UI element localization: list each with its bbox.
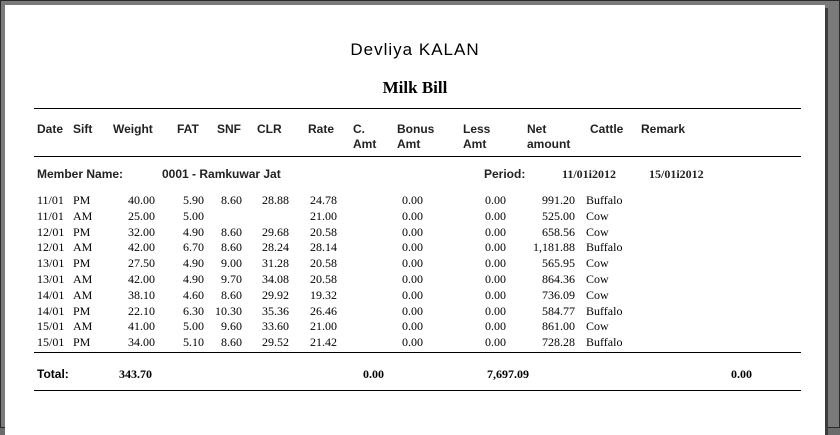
cell-sift: PM — [73, 224, 91, 239]
period-to: 15/01i2012 — [649, 167, 704, 181]
cell-clr: 28.24 — [262, 240, 289, 255]
cell-fat: 4.90 — [183, 272, 204, 286]
table-row — [5, 193, 825, 209]
cell-snf: 9.60 — [221, 319, 242, 334]
cell-cattle: Buffalo — [586, 193, 623, 207]
cell-less: 0.00 — [485, 208, 506, 223]
header-bottom-rule — [34, 156, 801, 157]
cell-snf: 8.60 — [221, 193, 242, 207]
table-row — [5, 304, 825, 320]
cell-net: 736.09 — [542, 287, 575, 302]
cell-fat: 5.00 — [183, 319, 204, 334]
col-remark: Remark — [641, 122, 686, 136]
col-less-line2: Amt — [463, 137, 487, 151]
cell-clr: 29.52 — [262, 335, 289, 350]
cell-rate: 21.00 — [310, 208, 337, 223]
col-bonus-line2: Amt — [397, 137, 421, 151]
cell-snf: 9.70 — [221, 272, 242, 286]
cell-weight: 40.00 — [128, 193, 155, 207]
cell-net: 565.95 — [542, 256, 575, 271]
total-weight: 343.70 — [119, 367, 152, 381]
cell-date: 14/01 — [37, 303, 65, 318]
col-fat: FAT — [177, 122, 199, 136]
cell-clr: 29.68 — [262, 224, 289, 239]
cell-net: 728.28 — [542, 335, 575, 350]
table-row — [5, 335, 825, 351]
cell-rate: 26.46 — [310, 303, 337, 318]
cell-sift: AM — [73, 319, 93, 334]
cell-date: 13/01 — [37, 272, 65, 286]
total-camt: 0.00 — [363, 367, 384, 381]
col-rate: Rate — [308, 122, 335, 136]
col-weight: Weight — [113, 122, 153, 136]
report-village-title: Devliya KALAN — [350, 40, 480, 59]
table-row — [5, 288, 825, 304]
cell-rate: 20.58 — [310, 272, 337, 286]
cell-clr: 34.08 — [262, 272, 289, 286]
cell-bonus: 0.00 — [402, 272, 423, 286]
cell-weight: 22.10 — [128, 303, 155, 318]
cell-sift: AM — [73, 272, 93, 286]
cell-net: 584.77 — [542, 303, 575, 318]
cell-sift: PM — [73, 256, 91, 271]
col-less-line1: Less — [463, 122, 491, 136]
cell-rate: 20.58 — [310, 224, 337, 239]
cell-cattle: Cow — [586, 319, 609, 334]
cell-weight: 41.00 — [128, 319, 155, 334]
cell-net: 1,181.88 — [533, 240, 575, 255]
cell-rate: 28.14 — [310, 240, 337, 255]
cell-snf: 8.60 — [221, 335, 242, 350]
cell-fat: 4.90 — [183, 224, 204, 239]
cell-bonus: 0.00 — [402, 303, 423, 318]
cell-sift: PM — [73, 335, 91, 350]
cell-fat: 6.70 — [183, 240, 204, 255]
cell-rate: 19.32 — [310, 287, 337, 302]
table-row — [5, 240, 825, 256]
cell-bonus: 0.00 — [402, 224, 423, 239]
cell-less: 0.00 — [485, 335, 506, 350]
cell-clr: 33.60 — [262, 319, 289, 334]
col-net-line1: Net — [527, 122, 547, 136]
cell-date: 12/01 — [37, 240, 65, 255]
cell-date: 11/01 — [37, 193, 64, 207]
cell-snf: 9.00 — [221, 256, 242, 271]
totals-bottom-rule — [34, 390, 801, 391]
table-row — [5, 209, 825, 225]
cell-cattle: Cow — [586, 287, 609, 302]
cell-clr: 31.28 — [262, 256, 289, 271]
cell-cattle: Cow — [586, 224, 609, 239]
cell-snf: 10.30 — [215, 303, 242, 318]
cell-sift: PM — [73, 303, 91, 318]
cell-less: 0.00 — [485, 240, 506, 255]
col-clr: CLR — [257, 122, 282, 136]
total-net-amount: 7,697.09 — [487, 367, 529, 381]
table-row — [5, 256, 825, 272]
cell-clr: 29.92 — [262, 287, 289, 302]
cell-bonus: 0.00 — [402, 256, 423, 271]
cell-date: 11/01 — [37, 208, 64, 223]
period-label: Period: — [484, 167, 526, 181]
cell-date: 15/01 — [37, 319, 65, 334]
cell-sift: PM — [73, 193, 91, 207]
col-cattle: Cattle — [590, 122, 624, 136]
cell-less: 0.00 — [485, 272, 506, 286]
cell-sift: AM — [73, 240, 93, 255]
cell-cattle: Buffalo — [586, 303, 623, 318]
cell-less: 0.00 — [485, 224, 506, 239]
cell-cattle: Cow — [586, 272, 609, 286]
cell-cattle: Buffalo — [586, 335, 623, 350]
member-name-label: Member Name: — [37, 167, 124, 181]
col-date: Date — [37, 122, 64, 136]
col-camt-line1: C. — [353, 122, 365, 136]
cell-cattle: Cow — [586, 208, 609, 223]
cell-date: 12/01 — [37, 224, 65, 239]
col-bonus-line1: Bonus — [397, 122, 435, 136]
table-row — [5, 272, 825, 288]
report-page — [5, 5, 825, 435]
cell-rate: 21.42 — [310, 335, 337, 350]
cell-weight: 25.00 — [128, 208, 155, 223]
col-snf: SNF — [217, 122, 241, 136]
cell-cattle: Buffalo — [586, 240, 623, 255]
cell-date: 15/01 — [37, 335, 65, 350]
cell-bonus: 0.00 — [402, 287, 423, 302]
cell-weight: 42.00 — [128, 240, 155, 255]
cell-fat: 4.90 — [183, 256, 204, 271]
cell-bonus: 0.00 — [402, 335, 423, 350]
cell-bonus: 0.00 — [402, 319, 423, 334]
cell-net: 861.00 — [542, 319, 575, 334]
cell-cattle: Cow — [586, 256, 609, 271]
cell-fat: 5.10 — [183, 335, 204, 350]
cell-sift: AM — [73, 287, 93, 302]
cell-sift: AM — [73, 208, 93, 223]
cell-snf: 8.60 — [221, 224, 242, 239]
col-camt-line2: Amt — [353, 137, 377, 151]
report-title: Milk Bill — [382, 78, 448, 97]
cell-net: 525.00 — [542, 208, 575, 223]
cell-date: 14/01 — [37, 287, 65, 302]
total-label: Total: — [37, 367, 69, 381]
cell-fat: 6.30 — [183, 303, 204, 318]
cell-less: 0.00 — [485, 319, 506, 334]
cell-weight: 27.50 — [128, 256, 155, 271]
cell-bonus: 0.00 — [402, 193, 423, 207]
cell-rate: 24.78 — [310, 193, 337, 207]
total-remark: 0.00 — [731, 367, 752, 381]
member-name: 0001 - Ramkuwar Jat — [162, 167, 281, 181]
cell-rate: 20.58 — [310, 256, 337, 271]
cell-less: 0.00 — [485, 287, 506, 302]
cell-weight: 38.10 — [128, 287, 155, 302]
cell-fat: 4.60 — [183, 287, 204, 302]
cell-rate: 21.00 — [310, 319, 337, 334]
cell-less: 0.00 — [485, 303, 506, 318]
cell-weight: 32.00 — [128, 224, 155, 239]
cell-bonus: 0.00 — [402, 208, 423, 223]
cell-fat: 5.00 — [183, 208, 204, 223]
cell-weight: 34.00 — [128, 335, 155, 350]
header-top-rule — [34, 108, 801, 109]
cell-net: 864.36 — [542, 272, 575, 286]
totals-top-rule — [34, 352, 801, 353]
cell-less: 0.00 — [485, 256, 506, 271]
table-row — [5, 319, 825, 335]
cell-less: 0.00 — [485, 193, 506, 207]
cell-fat: 5.90 — [183, 193, 204, 207]
cell-net: 991.20 — [542, 193, 575, 207]
period-from: 11/01i2012 — [562, 167, 617, 181]
cell-date: 13/01 — [37, 256, 65, 271]
cell-clr: 28.88 — [262, 193, 289, 207]
cell-bonus: 0.00 — [402, 240, 423, 255]
cell-net: 658.56 — [542, 224, 575, 239]
table-row — [5, 225, 825, 241]
col-sift: Sift — [73, 122, 93, 136]
col-net-line2: amount — [527, 137, 571, 151]
cell-clr: 35.36 — [262, 303, 289, 318]
cell-weight: 42.00 — [128, 272, 155, 286]
cell-snf: 8.60 — [221, 287, 242, 302]
cell-snf: 8.60 — [221, 240, 242, 255]
